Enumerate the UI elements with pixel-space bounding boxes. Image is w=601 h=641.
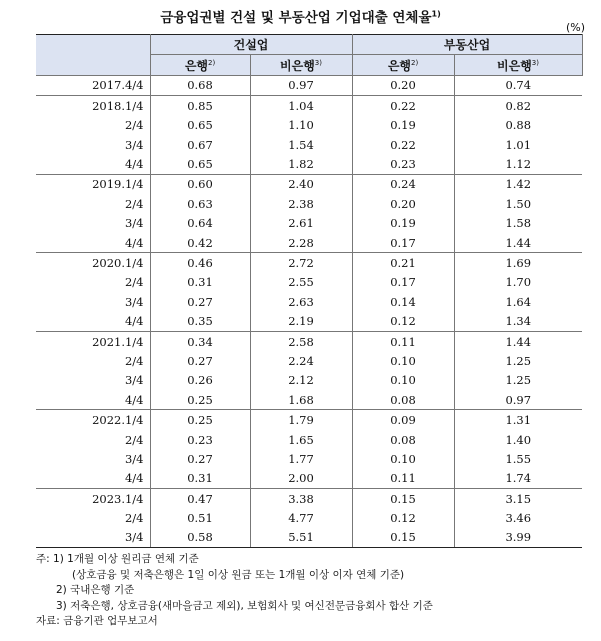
value-cell: 0.42	[150, 233, 250, 253]
table-title	[0, 6, 601, 26]
value-cell: 1.82	[250, 154, 352, 174]
value-cell: 3.38	[250, 488, 352, 508]
period-cell: 3/4	[124, 373, 144, 388]
value-cell: 0.27	[150, 449, 250, 468]
value-cell: 1.58	[454, 214, 582, 233]
period-cell: 4/4	[124, 471, 144, 486]
value-cell: 1.44	[454, 331, 582, 351]
subheader-label: 비은행	[280, 58, 315, 73]
value-cell: 1.74	[454, 469, 582, 489]
value-cell: 0.31	[150, 273, 250, 292]
value-cell: 0.27	[150, 351, 250, 370]
period-cell: 3/4	[124, 216, 144, 231]
table-row	[36, 214, 582, 233]
value-cell: 0.14	[352, 292, 454, 311]
value-cell: 0.31	[150, 469, 250, 489]
value-cell: 0.25	[150, 410, 250, 430]
value-cell: 1.77	[250, 449, 352, 468]
value-cell: 3.15	[454, 488, 582, 508]
period-cell: 2019.1/4	[36, 174, 150, 194]
table-row	[36, 154, 582, 174]
value-cell: 1.31	[454, 410, 582, 430]
value-cell: 2.61	[250, 214, 352, 233]
table-row	[36, 135, 582, 154]
value-cell: 0.20	[352, 75, 454, 95]
subheader-label: 은행	[184, 58, 208, 73]
title-footnote-marker: 1)	[431, 9, 441, 19]
value-cell: 2.28	[250, 233, 352, 253]
period-cell: 2021.1/4	[36, 331, 150, 351]
subheader-bank	[352, 55, 454, 75]
group-header-construction: 건설업	[150, 35, 352, 55]
value-cell: 0.23	[150, 430, 250, 449]
value-cell: 0.85	[150, 96, 250, 116]
value-cell: 1.68	[250, 390, 352, 410]
period-cell: 2020.1/4	[36, 253, 150, 273]
value-cell: 0.65	[150, 116, 250, 135]
subheader-label: 비은행	[497, 58, 532, 73]
value-cell: 0.97	[454, 390, 582, 410]
value-cell: 2.58	[250, 331, 352, 351]
period-cell: 2023.1/4	[36, 488, 150, 508]
footnotes	[36, 552, 433, 630]
value-cell: 1.54	[250, 135, 352, 154]
value-cell: 0.67	[150, 135, 250, 154]
subheader-note: 2)	[208, 58, 216, 67]
value-cell: 0.47	[150, 488, 250, 508]
value-cell: 1.25	[454, 371, 582, 390]
period-cell: 2017.4/4	[36, 75, 150, 95]
period-cell: 2018.1/4	[36, 96, 150, 116]
value-cell: 5.51	[250, 528, 352, 548]
value-cell: 0.25	[150, 390, 250, 410]
value-cell: 0.11	[352, 331, 454, 351]
delinquency-table	[36, 34, 583, 548]
group-header-real-estate: 부동산업	[352, 35, 582, 55]
value-cell: 0.17	[352, 273, 454, 292]
value-cell: 0.26	[150, 371, 250, 390]
value-cell: 0.35	[150, 311, 250, 331]
value-cell: 0.24	[352, 174, 454, 194]
table-body	[36, 75, 582, 547]
value-cell: 1.10	[250, 116, 352, 135]
value-cell: 1.42	[454, 174, 582, 194]
value-cell: 1.40	[454, 430, 582, 449]
value-cell: 0.58	[150, 528, 250, 548]
value-cell: 0.17	[352, 233, 454, 253]
subheader-nonbank	[250, 55, 352, 75]
value-cell: 0.27	[150, 292, 250, 311]
value-cell: 0.23	[352, 154, 454, 174]
period-cell: 2/4	[124, 196, 144, 211]
period-cell: 3/4	[124, 451, 144, 466]
period-cell: 2022.1/4	[36, 410, 150, 430]
period-cell: 2/4	[124, 511, 144, 526]
period-cell: 2/4	[124, 275, 144, 290]
value-cell: 0.97	[250, 75, 352, 95]
value-cell: 0.15	[352, 528, 454, 548]
value-cell: 0.22	[352, 135, 454, 154]
table-row	[36, 273, 582, 292]
value-cell: 0.08	[352, 390, 454, 410]
table-row	[36, 311, 582, 331]
value-cell: 1.69	[454, 253, 582, 273]
table-row	[36, 253, 582, 273]
value-cell: 0.65	[150, 154, 250, 174]
subheader-bank	[150, 55, 250, 75]
value-cell: 0.51	[150, 508, 250, 527]
period-cell: 2/4	[124, 432, 144, 447]
period-cell: 3/4	[124, 294, 144, 309]
value-cell: 0.19	[352, 116, 454, 135]
value-cell: 2.24	[250, 351, 352, 370]
table-row	[36, 351, 582, 370]
table-row	[36, 390, 582, 410]
value-cell: 0.10	[352, 351, 454, 370]
footnote-2: 2) 국내은행 기준	[56, 584, 135, 597]
value-cell: 0.20	[352, 194, 454, 213]
value-cell: 0.64	[150, 214, 250, 233]
value-cell: 1.65	[250, 430, 352, 449]
table-row	[36, 371, 582, 390]
table-row	[36, 96, 582, 116]
value-cell: 2.12	[250, 371, 352, 390]
value-cell: 0.19	[352, 214, 454, 233]
value-cell: 0.08	[352, 430, 454, 449]
value-cell: 0.10	[352, 449, 454, 468]
period-cell: 3/4	[36, 528, 150, 548]
value-cell: 1.04	[250, 96, 352, 116]
value-cell: 2.40	[250, 174, 352, 194]
value-cell: 2.72	[250, 253, 352, 273]
table-row	[36, 75, 582, 95]
value-cell: 4.77	[250, 508, 352, 527]
value-cell: 2.55	[250, 273, 352, 292]
value-cell: 1.55	[454, 449, 582, 468]
table-row	[36, 488, 582, 508]
table-row	[36, 233, 582, 253]
footnote-1-detail: (상호금융 및 저축은행은 1일 이상 원금 또는 1개월 이상 이자 연체 기준)	[72, 568, 405, 581]
value-cell: 0.88	[454, 116, 582, 135]
period-cell: 4/4	[124, 235, 144, 250]
value-cell: 0.63	[150, 194, 250, 213]
value-cell: 0.60	[150, 174, 250, 194]
value-cell: 1.79	[250, 410, 352, 430]
value-cell: 0.10	[352, 371, 454, 390]
table-row	[36, 508, 582, 527]
value-cell: 1.01	[454, 135, 582, 154]
value-cell: 0.12	[352, 311, 454, 331]
value-cell: 1.25	[454, 351, 582, 370]
value-cell: 1.12	[454, 154, 582, 174]
table-row	[36, 194, 582, 213]
period-cell: 2/4	[124, 353, 144, 368]
value-cell: 1.34	[454, 311, 582, 331]
value-cell: 1.50	[454, 194, 582, 213]
title-text: 금융업권별 건설 및 부동산업 기업대출 연체율	[160, 10, 432, 26]
value-cell: 0.22	[352, 96, 454, 116]
subheader-label: 은행	[387, 58, 411, 73]
footnote-1: 주: 1) 1개월 이상 원리금 연체 기준	[36, 553, 199, 565]
unit-label: (%)	[565, 21, 585, 34]
subheader-nonbank	[454, 55, 582, 75]
value-cell: 3.46	[454, 508, 582, 527]
value-cell: 2.19	[250, 311, 352, 331]
value-cell: 0.46	[150, 253, 250, 273]
value-cell: 0.68	[150, 75, 250, 95]
value-cell: 0.21	[352, 253, 454, 273]
corner-cell	[36, 35, 150, 76]
value-cell: 0.11	[352, 469, 454, 489]
footnote-3: 3) 저축은행, 상호금융(새마을금고 제외), 보험회사 및 여신전문금융회사 합산 기준	[56, 599, 433, 612]
table-row	[36, 174, 582, 194]
value-cell: 0.74	[454, 75, 582, 95]
table-row	[36, 430, 582, 449]
table-row	[36, 469, 582, 489]
table-row	[36, 528, 582, 548]
value-cell: 0.12	[352, 508, 454, 527]
table-row	[36, 331, 582, 351]
period-cell: 2/4	[124, 118, 144, 133]
value-cell: 3.99	[454, 528, 582, 548]
period-cell: 4/4	[124, 392, 144, 407]
table-row	[36, 292, 582, 311]
value-cell: 2.00	[250, 469, 352, 489]
subheader-note: 2)	[411, 58, 419, 67]
source-note: 자료: 금융기관 업무보고서	[36, 615, 158, 628]
period-cell: 3/4	[124, 137, 144, 152]
value-cell: 0.34	[150, 331, 250, 351]
value-cell: 1.44	[454, 233, 582, 253]
table-row	[36, 116, 582, 135]
subheader-note: 3)	[314, 58, 322, 67]
value-cell: 0.82	[454, 96, 582, 116]
table-row	[36, 410, 582, 430]
subheader-note: 3)	[531, 58, 539, 67]
period-cell: 4/4	[124, 157, 144, 172]
value-cell: 1.64	[454, 292, 582, 311]
value-cell: 2.38	[250, 194, 352, 213]
period-cell: 4/4	[124, 314, 144, 329]
value-cell: 0.15	[352, 488, 454, 508]
value-cell: 1.70	[454, 273, 582, 292]
value-cell: 0.09	[352, 410, 454, 430]
table-row	[36, 449, 582, 468]
value-cell: 2.63	[250, 292, 352, 311]
